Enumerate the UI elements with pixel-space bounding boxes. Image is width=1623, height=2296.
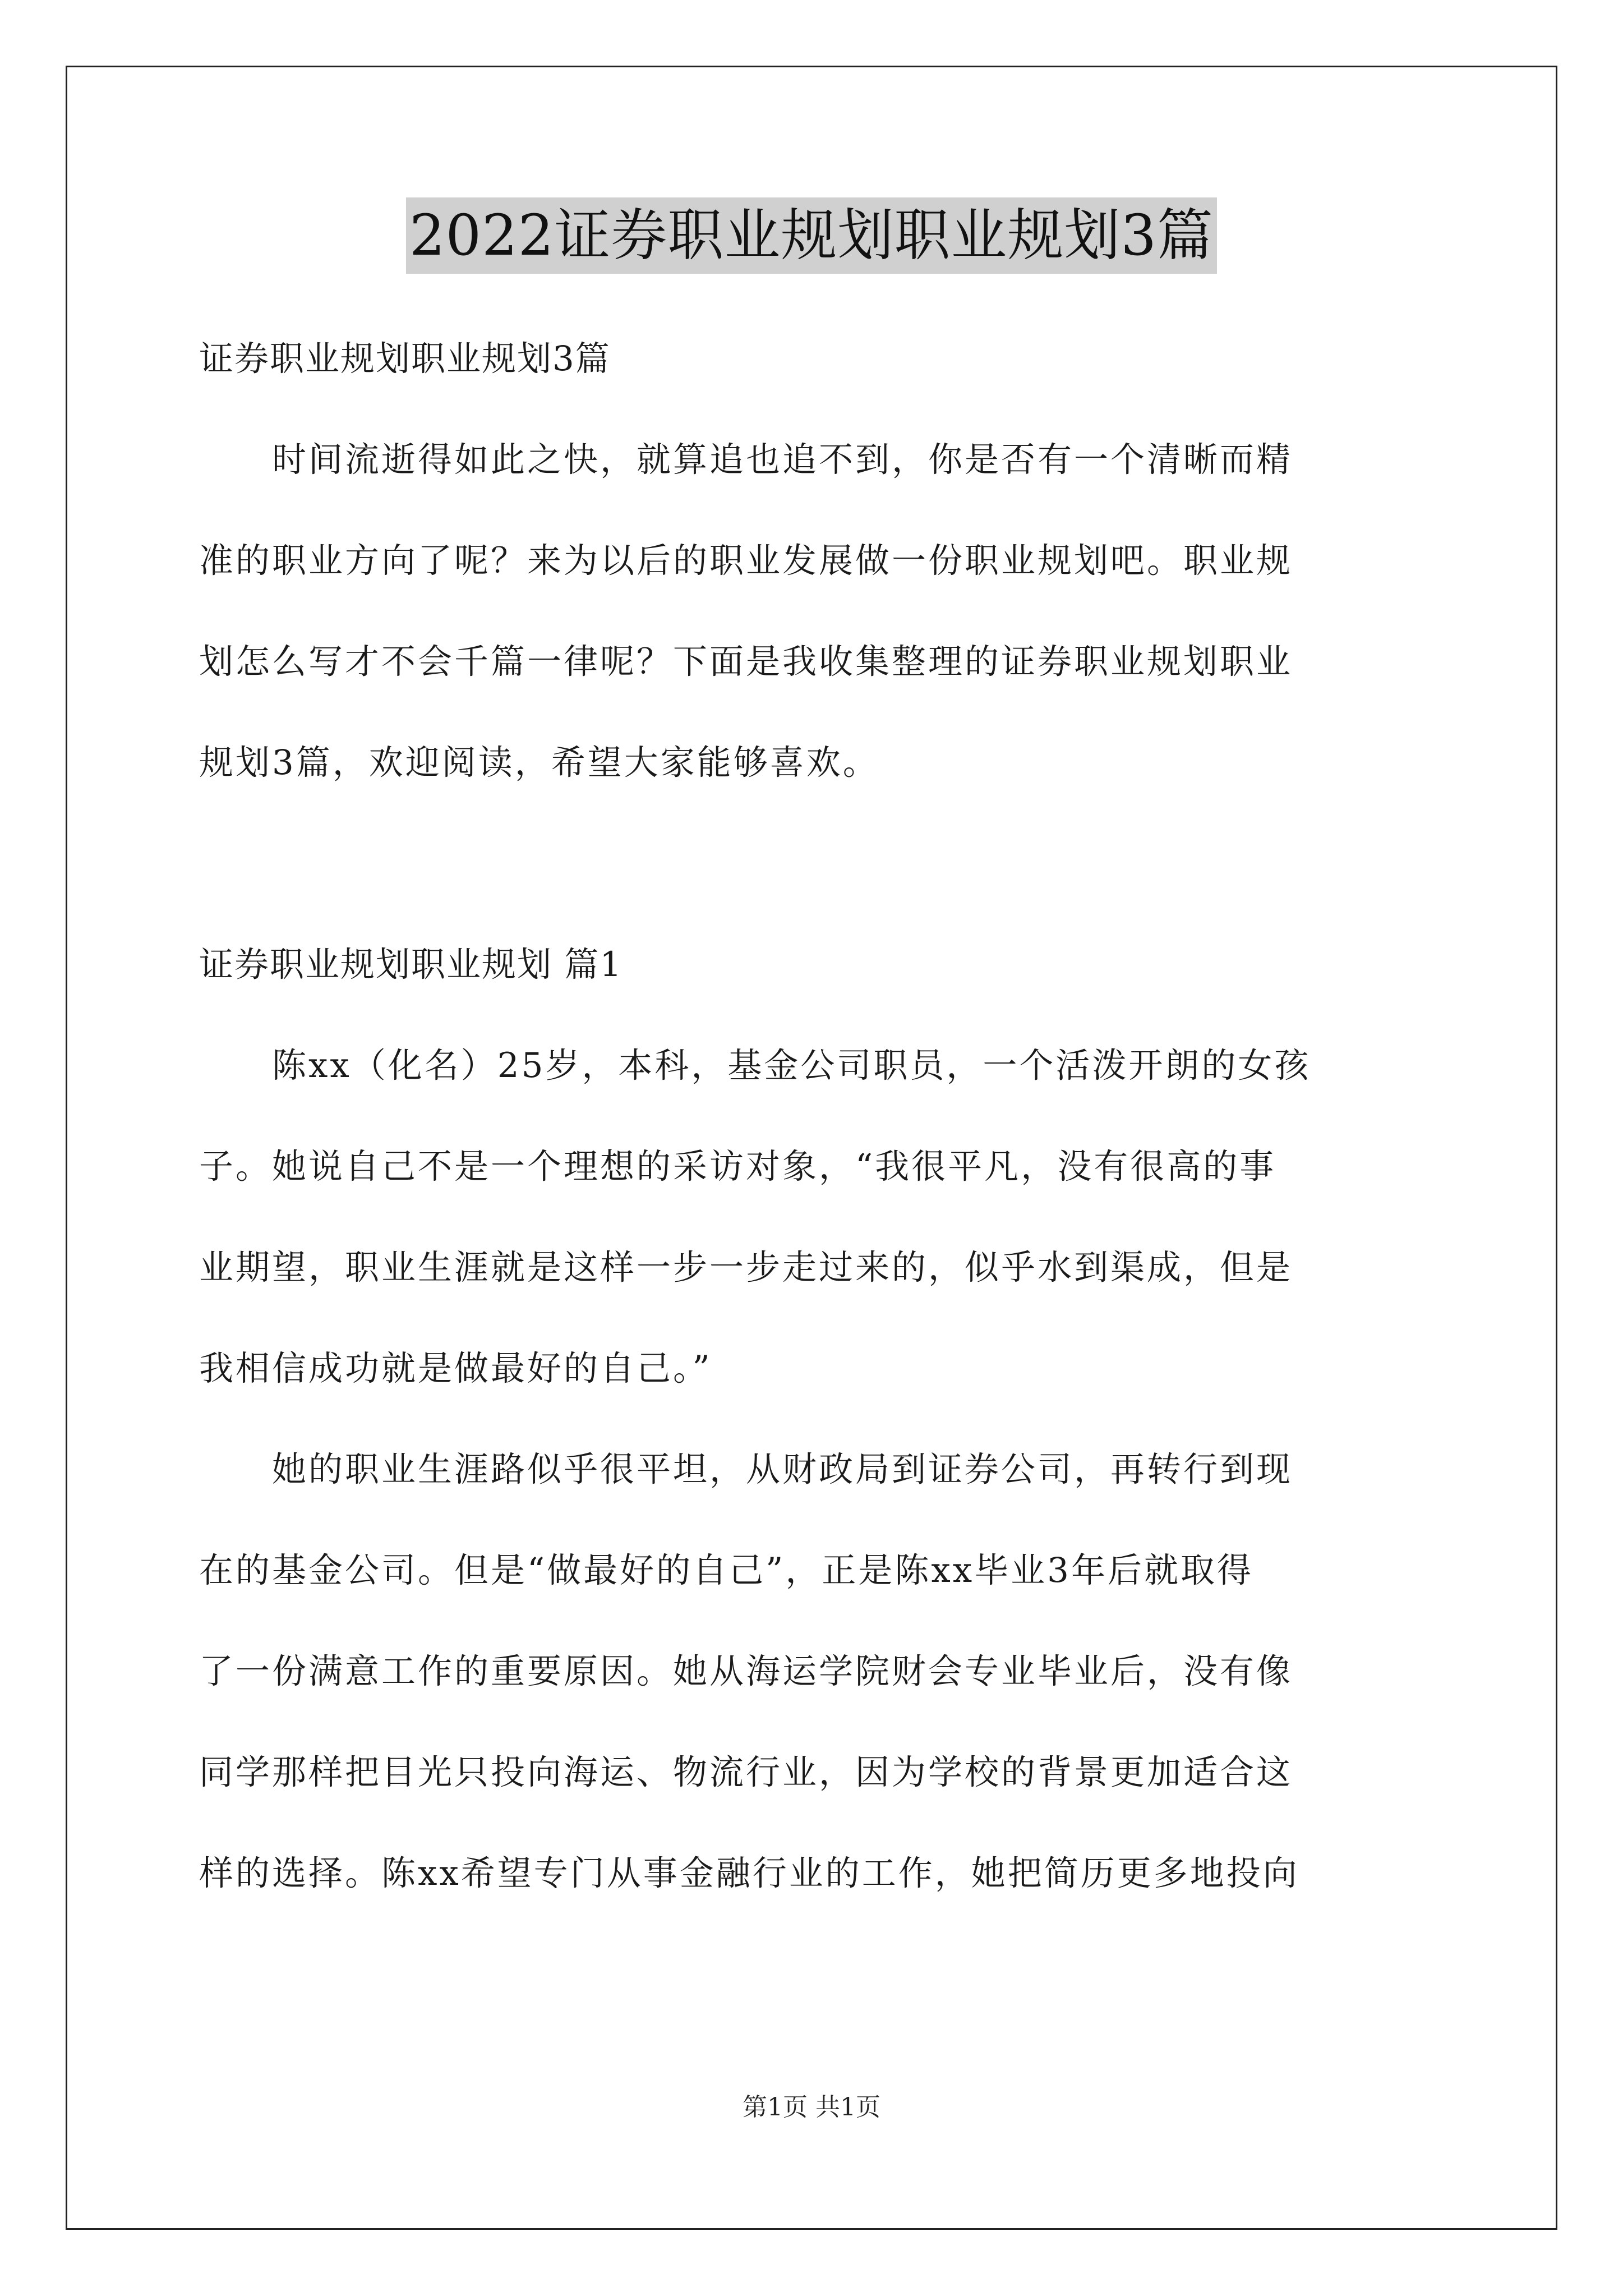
paragraph-line: 我相信成功就是做最好的自己。” xyxy=(199,1349,712,1388)
intro-line: 规划3篇，欢迎阅读，希望大家能够喜欢。 xyxy=(199,743,879,783)
paragraph-line: 她的职业生涯路似乎很平坦，从财政局到证券公司，再转行到现 xyxy=(199,1450,1293,1489)
intro-line: 时间流逝得如此之快，就算追也追不到，你是否有一个清晰而精 xyxy=(199,440,1293,480)
document-title: 2022证券职业规划职业规划3篇 xyxy=(406,197,1217,274)
paragraph-2 xyxy=(199,1419,1427,1924)
document-body xyxy=(199,309,1427,1924)
paragraph-line: 了一份满意工作的重要原因。她从海运学院财会专业毕业后，没有像 xyxy=(199,1651,1293,1691)
page-number-footer: 第1页 共1页 xyxy=(743,2093,880,2122)
section-heading: 证券职业规划职业规划 篇1 xyxy=(199,945,623,984)
paragraph-line: 同学那样把目光只投向海运、物流行业，因为学校的背景更加适合这 xyxy=(199,1752,1293,1792)
intro-line: 划怎么写才不会千篇一律呢？下面是我收集整理的证券职业规划职业 xyxy=(199,642,1293,682)
intro-line: 准的职业方向了呢？来为以后的职业发展做一份职业规划吧。职业规 xyxy=(199,541,1293,581)
paragraph-line: 业期望，职业生涯就是这样一步一步走过来的，似乎水到渠成，但是 xyxy=(199,1248,1293,1287)
paragraph-line: 样的选择。陈xx希望专门从事金融行业的工作，她把简历更多地投向 xyxy=(199,1853,1299,1893)
intro-paragraph xyxy=(199,409,1427,813)
paragraph-line: 在的基金公司。但是“做最好的自己”，正是陈xx毕业3年后就取得 xyxy=(199,1550,1253,1590)
paragraph-spacer xyxy=(199,813,1427,914)
title-container xyxy=(0,197,1623,274)
document-subtitle: 证券职业规划职业规划3篇 xyxy=(199,339,611,379)
paragraph-line: 陈xx（化名）25岁，本科，基金公司职员，一个活泼开朗的女孩 xyxy=(199,1046,1311,1085)
paragraph-line: 子。她说自己不是一个理想的采访对象，“我很平凡，没有很高的事 xyxy=(199,1147,1276,1186)
paragraph-1 xyxy=(199,1015,1427,1419)
